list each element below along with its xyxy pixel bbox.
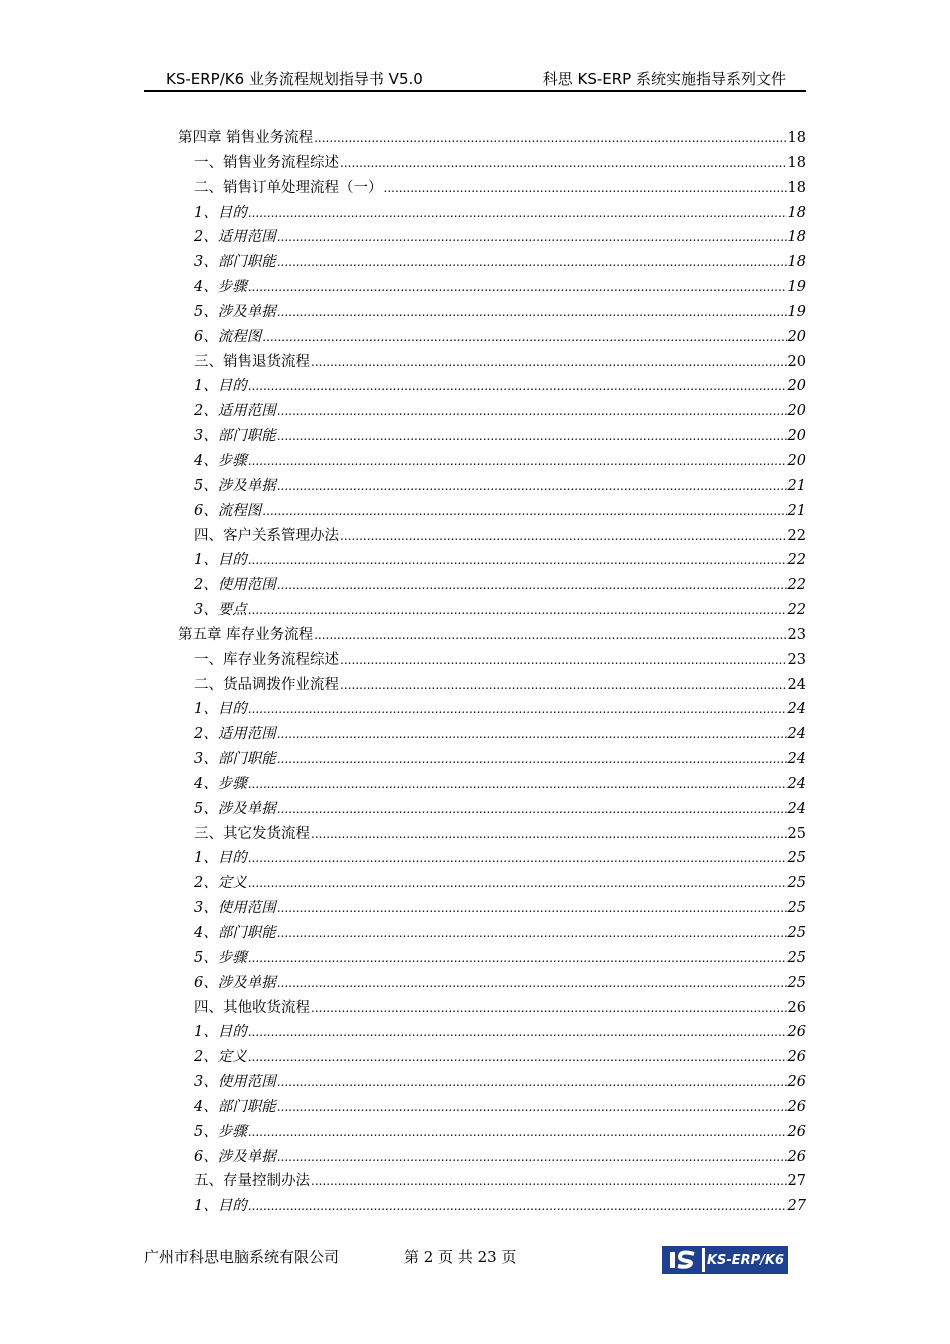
- toc-entry-title: 1、目的: [194, 204, 247, 221]
- toc-dot-leader: [277, 479, 787, 493]
- toc-entry-page: 25: [787, 900, 806, 917]
- toc-dot-leader: [277, 429, 787, 443]
- toc-dot-leader: [311, 827, 787, 841]
- toc-entry-title: 5、涉及单据: [194, 477, 276, 494]
- toc-entry-page: 27: [787, 1198, 806, 1215]
- toc-entry[interactable]: [178, 350, 806, 375]
- toc-dot-leader: [340, 156, 787, 170]
- toc-entry-title: 5、涉及单据: [194, 800, 276, 817]
- toc-entry-page: 25: [787, 949, 806, 966]
- toc-dot-leader: [248, 777, 787, 791]
- toc-entry-title: 3、部门职能: [194, 254, 276, 271]
- toc-entry[interactable]: [178, 374, 806, 399]
- toc-entry[interactable]: [178, 524, 806, 549]
- toc-entry-title: 1、目的: [194, 552, 247, 569]
- toc-dot-leader: [248, 851, 787, 865]
- logo-text: KS-ERP/K6: [704, 1248, 786, 1272]
- toc-entry[interactable]: [178, 474, 806, 499]
- toc-entry[interactable]: [178, 1169, 806, 1194]
- toc-entry[interactable]: [178, 996, 806, 1021]
- table-of-contents: [178, 126, 806, 1219]
- toc-entry-title: 四、客户关系管理办法: [194, 527, 339, 544]
- toc-entry-page: 23: [787, 651, 806, 668]
- toc-entry-page: 25: [787, 925, 806, 941]
- toc-entry-title: 三、销售退货流程: [194, 353, 310, 370]
- toc-entry-page: 26: [787, 1098, 806, 1115]
- toc-entry[interactable]: [178, 1194, 806, 1219]
- toc-entry[interactable]: [178, 797, 806, 822]
- toc-entry[interactable]: [178, 1145, 806, 1170]
- toc-entry-title: 2、适用范围: [194, 229, 276, 246]
- toc-entry[interactable]: [178, 573, 806, 598]
- toc-dot-leader: [277, 727, 787, 741]
- toc-dot-leader: [248, 1050, 787, 1064]
- toc-dot-leader: [277, 1150, 787, 1164]
- toc-entry-page: 24: [787, 751, 806, 768]
- toc-entry-title: 2、定义: [194, 875, 247, 892]
- toc-entry-title: 五、存量控制办法: [194, 1173, 310, 1190]
- toc-entry[interactable]: [178, 822, 806, 847]
- toc-dot-leader: [248, 1199, 787, 1213]
- toc-entry[interactable]: [178, 126, 806, 151]
- toc-entry-page: 25: [787, 974, 806, 991]
- toc-entry[interactable]: [178, 1045, 806, 1070]
- toc-entry-title: 四、其他收货流程: [194, 999, 310, 1016]
- toc-entry-title: 三、其它发货流程: [194, 825, 310, 842]
- toc-entry[interactable]: [178, 275, 806, 300]
- toc-entry-title: 1、目的: [194, 1198, 247, 1215]
- toc-dot-leader: [262, 330, 786, 344]
- toc-entry-page: 22: [787, 577, 806, 594]
- toc-entry-page: 18: [787, 229, 806, 246]
- toc-entry-page: 20: [787, 353, 806, 370]
- toc-entry[interactable]: [178, 846, 806, 871]
- toc-entry-page: 18: [787, 204, 806, 221]
- toc-entry-page: 20: [787, 403, 806, 420]
- toc-dot-leader: [277, 255, 787, 269]
- toc-entry-title: 4、步骤: [194, 452, 247, 469]
- toc-entry[interactable]: [178, 499, 806, 524]
- toc-dot-leader: [248, 702, 787, 716]
- page-footer: [144, 1244, 806, 1280]
- toc-entry-page: 24: [787, 800, 806, 817]
- toc-entry-title: 5、步骤: [194, 949, 247, 966]
- toc-dot-leader: [248, 206, 787, 220]
- toc-entry[interactable]: [178, 548, 806, 573]
- toc-entry-title: 4、步骤: [194, 279, 247, 296]
- toc-entry-title: 1、目的: [194, 701, 247, 718]
- toc-entry[interactable]: [178, 648, 806, 673]
- toc-entry[interactable]: [178, 772, 806, 797]
- toc-entry[interactable]: [178, 300, 806, 325]
- toc-dot-leader: [311, 355, 787, 369]
- toc-entry[interactable]: [178, 896, 806, 921]
- toc-entry-page: 22: [787, 602, 806, 619]
- toc-entry[interactable]: [178, 921, 806, 946]
- toc-dot-leader: [277, 230, 787, 244]
- toc-dot-leader: [340, 678, 787, 692]
- toc-entry-page: 27: [787, 1173, 806, 1190]
- header-series-title: 科思 KS-ERP 系统实施指导系列文件: [542, 70, 786, 88]
- toc-dot-leader: [311, 1001, 787, 1015]
- toc-entry-title: 3、使用范围: [194, 900, 276, 917]
- toc-entry-title: 4、部门职能: [194, 925, 276, 941]
- toc-entry[interactable]: [178, 399, 806, 424]
- toc-entry-page: 22: [787, 552, 806, 569]
- toc-entry-page: 25: [787, 850, 806, 867]
- toc-entry-title: 3、要点: [194, 602, 247, 619]
- header-document-title: KS-ERP/K6 业务流程规划指导书 V5.0: [166, 70, 423, 88]
- toc-entry-page: 24: [787, 701, 806, 718]
- toc-dot-leader: [277, 976, 787, 990]
- toc-entry-title: 6、流程图: [194, 502, 262, 519]
- toc-dot-leader: [277, 578, 787, 592]
- toc-entry[interactable]: [178, 871, 806, 896]
- toc-entry-title: 2、使用范围: [194, 577, 276, 594]
- toc-dot-leader: [277, 305, 787, 319]
- logo-mark-icon: [664, 1248, 704, 1272]
- toc-entry-title: 2、适用范围: [194, 403, 276, 420]
- toc-dot-leader: [248, 454, 787, 468]
- toc-entry-page: 26: [787, 999, 806, 1016]
- toc-entry-title: 3、部门职能: [194, 751, 276, 768]
- toc-entry-page: 18: [787, 154, 806, 171]
- toc-dot-leader: [248, 1125, 787, 1139]
- toc-entry[interactable]: [178, 176, 806, 201]
- toc-entry[interactable]: [178, 151, 806, 176]
- toc-entry[interactable]: [178, 250, 806, 275]
- toc-entry-title: 4、部门职能: [194, 1098, 276, 1115]
- toc-entry-title: 5、步骤: [194, 1123, 247, 1140]
- toc-entry-title: 3、使用范围: [194, 1074, 276, 1091]
- toc-entry[interactable]: [178, 1120, 806, 1145]
- company-logo: [662, 1246, 788, 1274]
- toc-entry-title: 6、流程图: [194, 328, 262, 345]
- toc-entry-page: 26: [787, 1148, 806, 1165]
- toc-entry-page: 24: [787, 775, 806, 792]
- toc-entry-page: 26: [787, 1074, 806, 1091]
- toc-entry-title: 二、货品调拨作业流程: [194, 676, 339, 693]
- toc-dot-leader: [384, 181, 787, 195]
- toc-dot-leader: [262, 504, 786, 518]
- toc-dot-leader: [277, 901, 787, 915]
- toc-entry[interactable]: [178, 424, 806, 449]
- toc-dot-leader: [277, 752, 787, 766]
- toc-dot-leader: [314, 628, 786, 642]
- toc-entry-page: 24: [787, 676, 806, 693]
- toc-entry-page: 25: [787, 825, 806, 842]
- toc-entry-page: 20: [787, 328, 806, 345]
- toc-entry-page: 20: [787, 378, 806, 395]
- toc-entry-page: 20: [787, 452, 806, 469]
- toc-entry-title: 4、步骤: [194, 775, 247, 792]
- toc-entry[interactable]: [178, 325, 806, 350]
- toc-entry[interactable]: [178, 449, 806, 474]
- toc-dot-leader: [248, 280, 787, 294]
- toc-entry-title: 2、适用范围: [194, 726, 276, 743]
- toc-dot-leader: [277, 802, 787, 816]
- toc-entry-title: 6、涉及单据: [194, 974, 276, 991]
- toc-dot-leader: [277, 926, 787, 940]
- toc-entry[interactable]: [178, 946, 806, 971]
- toc-entry-title: 一、销售业务流程综述: [194, 154, 339, 171]
- page-header: [144, 62, 806, 92]
- toc-entry[interactable]: [178, 598, 806, 623]
- toc-dot-leader: [314, 131, 786, 145]
- toc-entry-page: 19: [787, 279, 806, 296]
- toc-entry-title: 1、目的: [194, 1024, 247, 1041]
- toc-dot-leader: [277, 404, 787, 418]
- toc-dot-leader: [311, 1174, 787, 1188]
- toc-entry-page: 21: [787, 502, 806, 519]
- toc-entry-page: 20: [787, 428, 806, 445]
- toc-entry-page: 23: [787, 626, 806, 643]
- toc-entry-page: 18: [787, 179, 806, 196]
- toc-entry-title: 5、涉及单据: [194, 303, 276, 320]
- toc-entry-title: 一、库存业务流程综述: [194, 651, 339, 668]
- toc-entry-page: 26: [787, 1024, 806, 1041]
- toc-entry-page: 26: [787, 1049, 806, 1066]
- toc-entry[interactable]: [178, 1095, 806, 1120]
- toc-dot-leader: [277, 1100, 787, 1114]
- footer-company-name: 广州市科思电脑系统有限公司: [144, 1248, 340, 1266]
- footer-page-number: 第 2 页 共 23 页: [404, 1248, 517, 1266]
- toc-entry-title: 第四章 销售业务流程: [178, 130, 314, 146]
- toc-entry[interactable]: [178, 225, 806, 250]
- toc-entry-page: 24: [787, 726, 806, 743]
- toc-dot-leader: [248, 379, 787, 393]
- toc-entry-page: 25: [787, 875, 806, 892]
- toc-dot-leader: [248, 876, 787, 890]
- toc-entry-page: 18: [787, 254, 806, 271]
- toc-entry[interactable]: [178, 971, 806, 996]
- toc-entry-page: 22: [787, 527, 806, 544]
- toc-entry-title: 2、定义: [194, 1049, 247, 1066]
- toc-entry-page: 21: [787, 477, 806, 494]
- toc-entry[interactable]: [178, 201, 806, 226]
- toc-entry[interactable]: [178, 1020, 806, 1045]
- toc-dot-leader: [277, 1075, 787, 1089]
- toc-entry-title: 1、目的: [194, 378, 247, 395]
- toc-entry-page: 18: [787, 130, 806, 146]
- toc-entry-title: 第五章 库存业务流程: [178, 626, 314, 643]
- toc-entry[interactable]: [178, 1070, 806, 1095]
- toc-entry-title: 3、部门职能: [194, 428, 276, 445]
- toc-dot-leader: [248, 553, 787, 567]
- toc-dot-leader: [340, 529, 787, 543]
- toc-entry-title: 1、目的: [194, 850, 247, 867]
- toc-entry[interactable]: [178, 623, 806, 648]
- toc-dot-leader: [248, 603, 787, 617]
- toc-dot-leader: [340, 653, 787, 667]
- toc-entry[interactable]: [178, 722, 806, 747]
- toc-entry-page: 26: [787, 1123, 806, 1140]
- toc-entry-page: 19: [787, 303, 806, 320]
- toc-entry[interactable]: [178, 697, 806, 722]
- toc-dot-leader: [248, 951, 787, 965]
- toc-entry[interactable]: [178, 747, 806, 772]
- toc-entry-title: 6、涉及单据: [194, 1148, 276, 1165]
- toc-dot-leader: [248, 1025, 787, 1039]
- toc-entry-title: 二、销售订单处理流程（一）: [194, 179, 383, 196]
- toc-entry[interactable]: [178, 673, 806, 698]
